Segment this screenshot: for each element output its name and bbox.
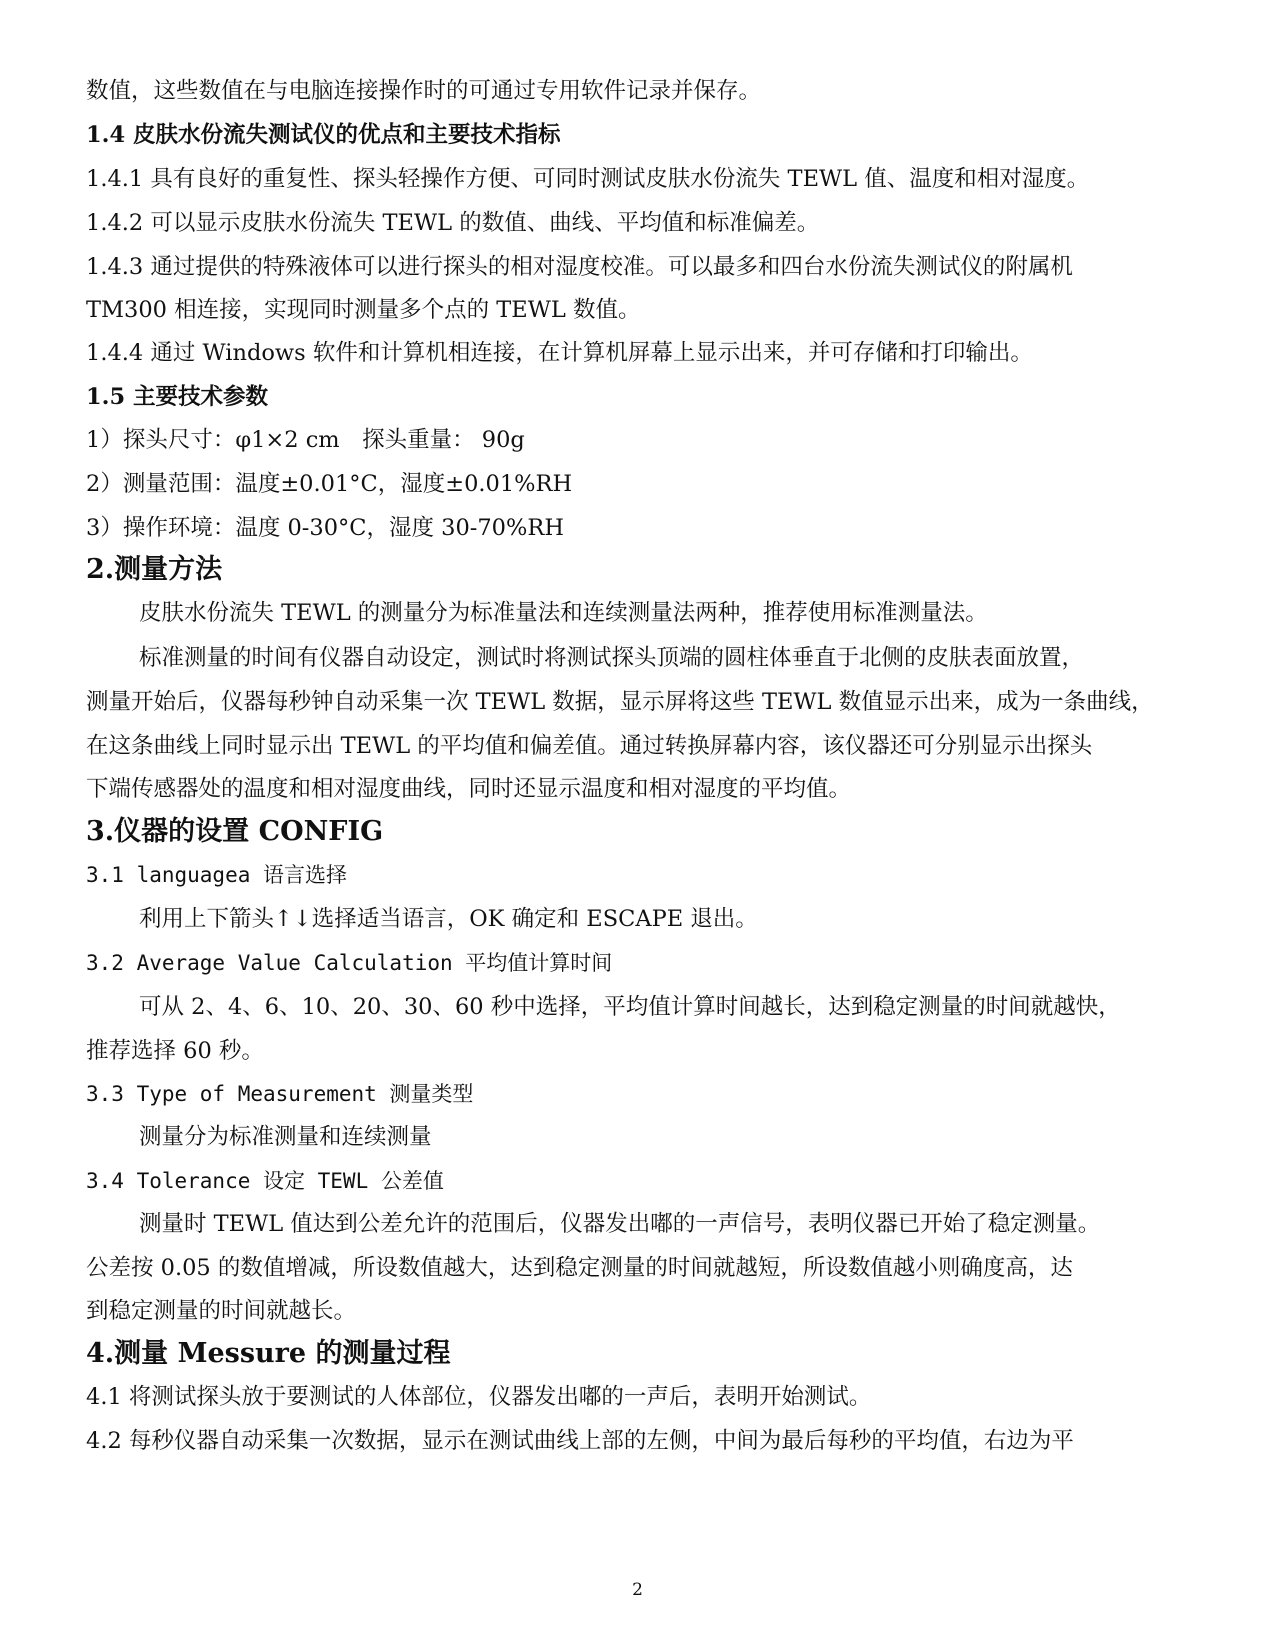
paragraph-line: 1.4.1 具有良好的重复性、探头轻操作方便、可同时测试皮肤水份流失 TEWL 值、温度和相对湿度。 xyxy=(86,166,1090,192)
paragraph-line: 1.4.3 通过提供的特殊液体可以进行探头的相对湿度校准。可以最多和四台水份流失测试仪的附属机 xyxy=(86,254,1073,280)
paragraph-line: 可从 2、4、6、10、20、30、60 秒中选择，平均值计算时间越长，达到稳定测量的时间就越快， xyxy=(139,994,1121,1020)
section-heading-1-4: 1.4 皮肤水份流失测试仪的优点和主要技术指标 xyxy=(86,122,561,148)
section-heading-3: 3.仪器的设置 CONFIG xyxy=(86,816,384,847)
paragraph-line: 数值，这些数值在与电脑连接操作时的可通过专用软件记录并保存。 xyxy=(86,78,762,104)
subsection-heading-3-2: 3.2 Average Value Calculation 平均值计算时间 xyxy=(86,951,613,975)
paragraph-line: 1.4.2 可以显示皮肤水份流失 TEWL 的数值、曲线、平均值和标准偏差。 xyxy=(86,210,820,236)
paragraph-line: 测量时 TEWL 值达到公差允许的范围后，仪器发出嘟的一声信号，表明仪器已开始了稳定测量。 xyxy=(139,1211,1101,1237)
subsection-heading-3-4: 3.4 Tolerance 设定 TEWL 公差值 xyxy=(86,1169,444,1193)
paragraph-line: 在这条曲线上同时显示出 TEWL 的平均值和偏差值。通过转换屏幕内容，该仪器还可分别显示出探头 xyxy=(86,733,1093,759)
paragraph-line: 到稳定测量的时间就越长。 xyxy=(86,1298,357,1324)
paragraph-line: 推荐选择 60 秒。 xyxy=(86,1038,264,1064)
spec-item: 3）操作环境：温度 0-30°C，湿度 30-70%RH xyxy=(86,515,564,541)
section-heading-1-5: 1.5 主要技术参数 xyxy=(86,384,268,410)
section-heading-2: 2.测量方法 xyxy=(86,554,223,585)
paragraph-line: 测量开始后，仪器每秒钟自动采集一次 TEWL 数据，显示屏将这些 TEWL 数值显示出来，成为一条曲线， xyxy=(86,689,1154,715)
page-number: 2 xyxy=(632,1580,643,1600)
paragraph-line: TM300 相连接，实现同时测量多个点的 TEWL 数值。 xyxy=(86,297,641,323)
paragraph-line: 皮肤水份流失 TEWL 的测量分为标准量法和连续测量法两种，推荐使用标准测量法。 xyxy=(139,600,988,626)
subsection-heading-3-3: 3.3 Type of Measurement 测量类型 xyxy=(86,1082,474,1106)
paragraph-line: 4.1 将测试探头放于要测试的人体部位，仪器发出嘟的一声后，表明开始测试。 xyxy=(86,1384,872,1410)
section-heading-4: 4.测量 Messure 的测量过程 xyxy=(86,1338,451,1369)
spec-item: 2）测量范围：温度±0.01°C，湿度±0.01%RH xyxy=(86,471,573,497)
paragraph-line: 下端传感器处的温度和相对湿度曲线，同时还显示温度和相对湿度的平均值。 xyxy=(86,776,852,802)
paragraph-line: 标准测量的时间有仪器自动设定，测试时将测试探头顶端的圆柱体垂直于北侧的皮肤表面放置， xyxy=(139,645,1085,671)
paragraph-line: 公差按 0.05 的数值增减，所设数值越大，达到稳定测量的时间就越短，所设数值越小则确度高，达 xyxy=(86,1255,1073,1281)
paragraph-line: 1.4.4 通过 Windows 软件和计算机相连接，在计算机屏幕上显示出来，并可存储和打印输出。 xyxy=(86,340,1033,366)
subsection-heading-3-1: 3.1 languagea 语言选择 xyxy=(86,863,348,887)
paragraph-line: 测量分为标准测量和连续测量 xyxy=(139,1124,432,1150)
paragraph-line: 利用上下箭头↑↓选择适当语言，OK 确定和 ESCAPE 退出。 xyxy=(139,906,758,932)
spec-item: 1）探头尺寸：φ1×2 cm 探头重量： 90g xyxy=(86,427,525,453)
paragraph-line: 4.2 每秒仪器自动采集一次数据，显示在测试曲线上部的左侧，中间为最后每秒的平均值，右边为平 xyxy=(86,1428,1074,1454)
